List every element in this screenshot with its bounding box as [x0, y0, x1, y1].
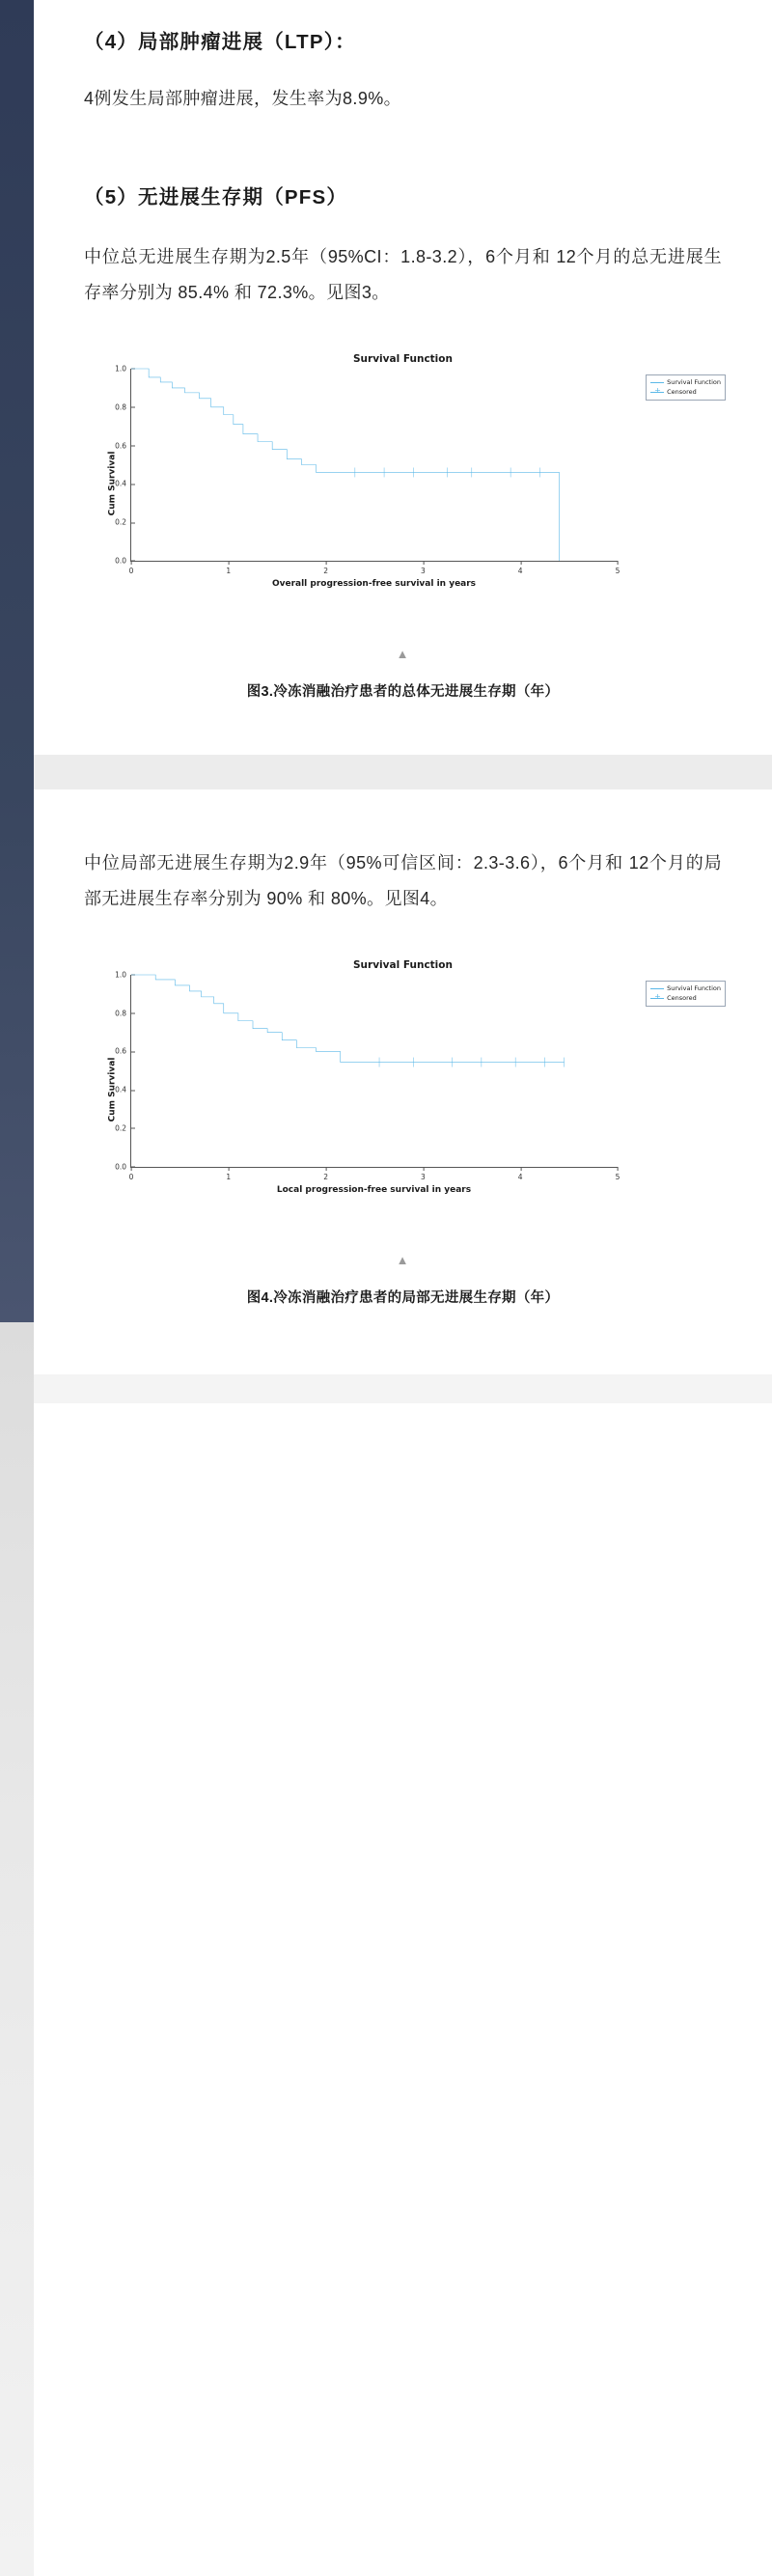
legend-cross-icon [650, 998, 664, 999]
section-divider-band [0, 755, 772, 789]
chart-xlabel-fig3: Overall progression-free survival in years [271, 578, 477, 589]
left-accent-bar [0, 0, 34, 1322]
caption-fig4: 图4.冷冻消融治疗患者的局部无进展生存期（年） [246, 1289, 560, 1306]
ytick: 0.6 [115, 441, 131, 450]
legend-cross-icon [650, 392, 664, 393]
ytick: 0.4 [115, 480, 131, 488]
chart-legend-fig4 [646, 981, 726, 1008]
censor-marks-fig3 [131, 369, 618, 561]
xtick: 5 [616, 561, 620, 575]
xtick: 4 [518, 561, 523, 575]
document-content [34, 0, 772, 755]
heading-ltp: （4）局部肿瘤进展（LTP）： [84, 31, 356, 53]
section-local-pfs [34, 845, 772, 917]
section-pfs [34, 182, 772, 311]
document-content-lower [34, 789, 772, 1374]
xtick: 3 [421, 1167, 426, 1181]
plot-area-fig4 [115, 970, 620, 1181]
xtick: 3 [421, 561, 426, 575]
ytick: 0.0 [115, 1162, 131, 1171]
paragraph-ltp: 4例发生局部肿瘤进展，发生率为8.9%。 [84, 88, 402, 108]
ytick: 0.0 [115, 556, 131, 565]
figure-4 [34, 959, 772, 1307]
bottom-band [0, 1374, 772, 1403]
legend-label-censored: Censored [667, 993, 697, 1002]
chart-title-fig3: Survival Function [353, 352, 453, 365]
paragraph-pfs: 中位总无进展生存期为2.5年（95%CI：1.8-3.2），6个月和 12个月的总无进展生存率分别为 85.4% 和 72.3%。见图3。 [84, 247, 722, 303]
xtick: 5 [616, 1167, 620, 1181]
ytick: 0.6 [115, 1047, 131, 1056]
caption-fig3: 图3.冷冻消融治疗患者的总体无进展生存期（年） [246, 683, 560, 700]
ytick: 0.8 [115, 402, 131, 411]
figure-3 [34, 353, 772, 701]
left-accent-bar-lower [0, 1322, 34, 2576]
paragraph-local-pfs: 中位局部无进展生存期为2.9年（95%可信区间：2.3-3.6），6个月和 12个月的局部无进展生存率分别为 90% 和 80%。见图4。 [84, 852, 722, 908]
plot-inner-fig3 [115, 364, 620, 575]
xtick: 4 [518, 1167, 523, 1181]
ytick: 1.0 [115, 970, 131, 979]
censor-marks-fig4 [131, 975, 618, 1167]
legend-label-survival: Survival Function [667, 983, 721, 992]
scroll-indicator-icon: ▲ [396, 1252, 410, 1267]
ytick: 0.2 [115, 1123, 131, 1132]
chart-overall-pfs [72, 353, 733, 614]
chart-local-pfs [72, 959, 733, 1220]
plot-area-fig3 [115, 364, 620, 575]
xtick: 2 [323, 561, 328, 575]
plot-inner-fig4 [115, 970, 620, 1181]
xtick: 0 [129, 561, 134, 575]
chart-legend-fig3 [646, 374, 726, 402]
chart-ylabel-fig4: Cum Survival [107, 1057, 118, 1122]
chart-ylabel-fig3: Cum Survival [107, 451, 118, 516]
xtick: 2 [323, 1167, 328, 1181]
legend-label-censored: Censored [667, 387, 697, 396]
scroll-indicator-icon: ▲ [396, 646, 410, 661]
ytick: 1.0 [115, 364, 131, 373]
xtick: 0 [129, 1167, 134, 1181]
legend-label-survival: Survival Function [667, 377, 721, 386]
ytick: 0.8 [115, 1009, 131, 1017]
chart-title-fig4: Survival Function [353, 958, 453, 971]
section-ltp [34, 27, 772, 113]
legend-line-icon [650, 988, 664, 989]
xtick: 1 [226, 561, 231, 575]
ytick: 0.4 [115, 1086, 131, 1094]
xtick: 1 [226, 1167, 231, 1181]
ytick: 0.2 [115, 518, 131, 527]
chart-xlabel-fig4: Local progression-free survival in years [276, 1184, 472, 1195]
heading-pfs: （5）无进展生存期（PFS） [84, 186, 348, 209]
legend-line-icon [650, 382, 664, 383]
